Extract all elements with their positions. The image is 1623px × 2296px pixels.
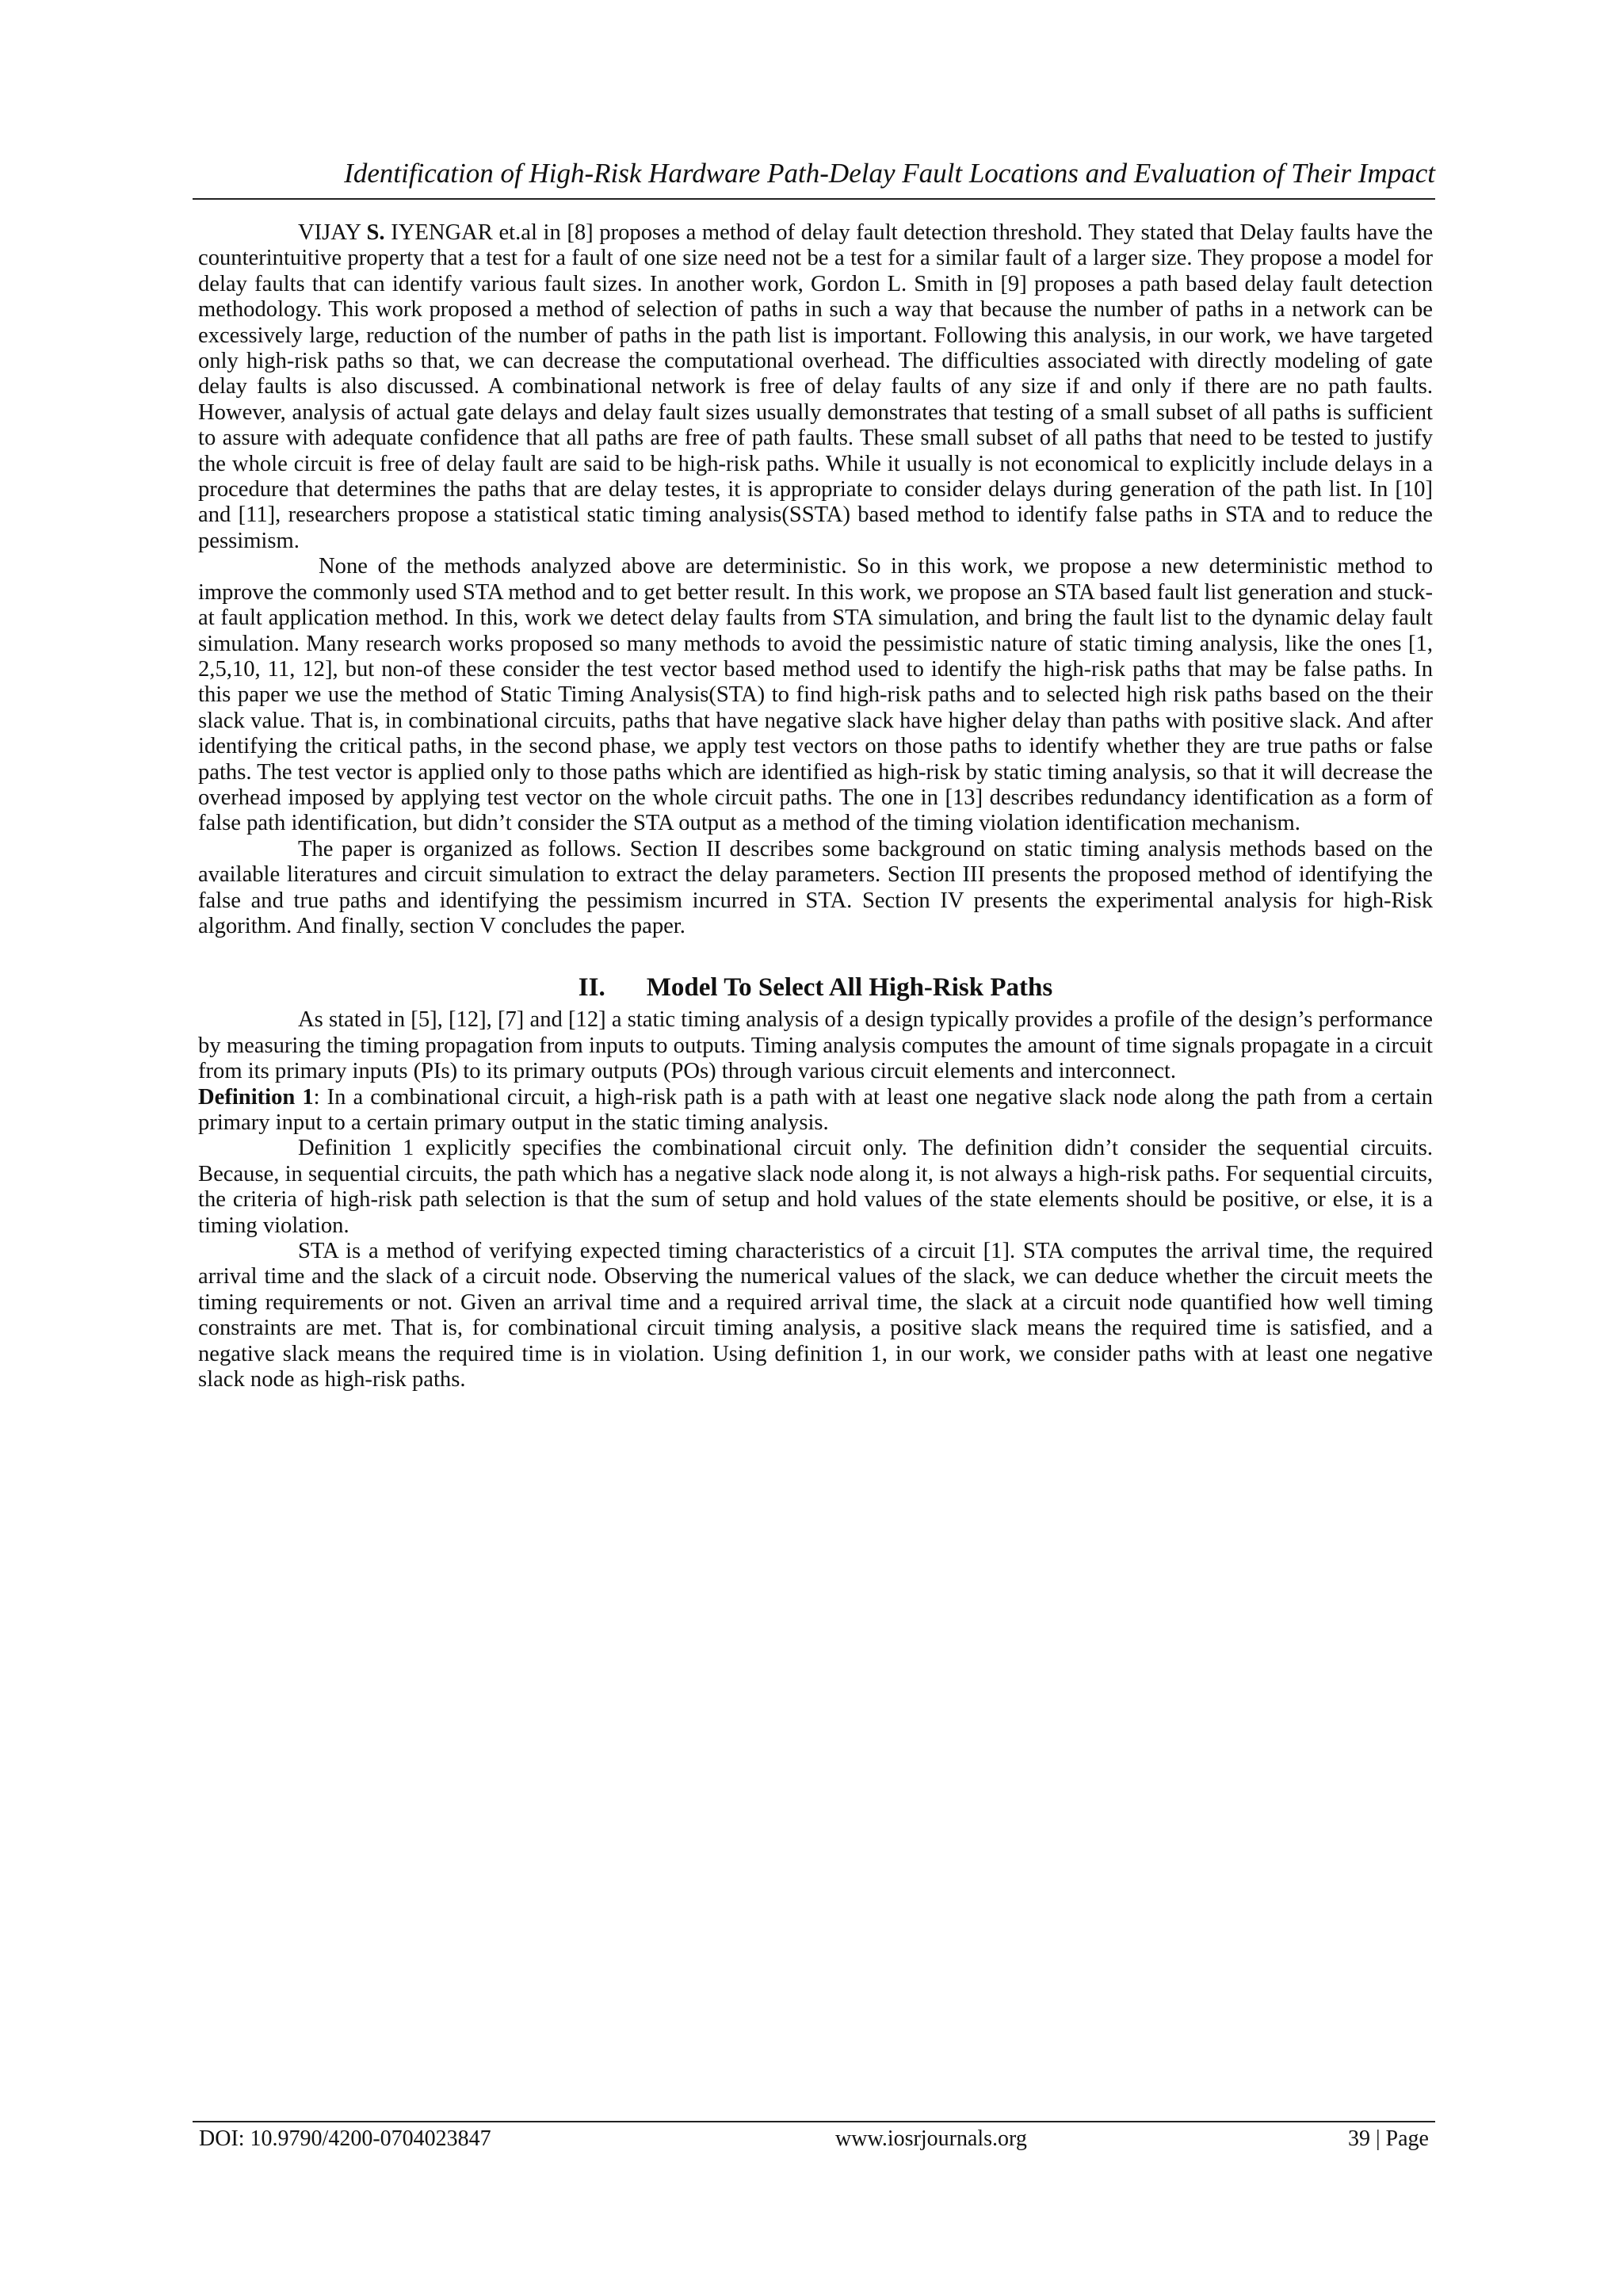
footer-page-number: 39 | Page [1347, 2126, 1429, 2151]
paragraph-sta-profile: As stated in [5], [12], [7] and [12] a static timing analysis of a design typically provides a profile of the design’s performance by measuring the timing propagation from inputs to outputs. Timing analysis computes the amount of time signals propagate in a circuit from its primary inputs (PIs) to its primary outputs (POs) through various circuit elements and interconnect. [198, 1007, 1433, 1084]
section-number: II. [578, 973, 605, 1003]
body-text [198, 220, 1433, 1392]
footer-doi: DOI: 10.9790/4200-0704023847 [199, 2126, 491, 2151]
definition-1 [198, 1085, 1433, 1137]
paragraph-definition-scope: Definition 1 explicitly specifies the combinational circuit only. The definition didn’t consider the sequential circuits. Because, in sequential circuits, the path which has a negative slack node along it, is not always a high-risk paths. For sequential circuits, the criteria of high-risk path selection is that the sum of setup and hold values of the state elements should be positive, or else, it is a timing violation. [198, 1136, 1433, 1238]
paragraph-organization: The paper is organized as follows. Section II describes some background on static timing analysis methods based on the available literatures and circuit simulation to extract the delay parameters. Section III presents the proposed method of identifying the false and true paths and identifying the pessimism incurred in STA. Section IV presents the experimental analysis for high-Risk algorithm. And finally, section V concludes the paper. [198, 836, 1433, 938]
definition-label: Definition 1 [198, 1084, 314, 1110]
header-title: Identification of High-Risk Hardware Path-Delay Fault Locations and Evaluation of Their Impact [344, 158, 1435, 189]
definition-text: : In a combinational circuit, a high-risk path is a path with at least one negative slack node along the path from a certain primary input to a certain primary output in the static timing analysis. [198, 1084, 1433, 1135]
footer-website: www.iosrjournals.org [835, 2126, 1027, 2151]
author-initial: S. [366, 220, 385, 245]
page-footer [193, 2121, 1435, 2154]
paragraph-text: IYENGAR et.al in [8] proposes a method of delay fault detection threshold. They stated that Delay faults have the counterintuitive property that a test for a fault of one size need not be a test for a similar fault of a larger size. They propose a model for delay faults that can identify various fault sizes. In another work, Gordon L. Smith in [9] proposes a path based delay fault detection methodology. This work proposed a method of selection of paths in such a way that because the number of paths in a network can be excessively large, reduction of the number of paths in the path list is important. Following this analysis, in our work, we have targeted only high-risk paths so that, we can decrease the computational overhead. The difficulties associated with directly modeling of gate delay faults is also discussed. A combinational network is free of delay faults of any size if and only if there are no path faults. However, analysis of actual gate delays and delay fault sizes usually demonstrates that testing of a small subset of all paths is sufficient to assure with adequate confidence that all paths are free of path faults. These small subset of all paths that need to be tested to justify the whole circuit is free of delay fault are said to be high-risk paths. While it usually is not economical to explicitly include delays in a procedure that determines the paths that are delay testes, it is appropriate to consider delays during generation of the path list. In [10] and [11], researchers propose a statistical static timing analysis(SSTA) based method to identify false paths in STA and to reduce the pessimism. [198, 220, 1434, 553]
paragraph-proposed-method: None of the methods analyzed above are deterministic. So in this work, we propose a new deterministic method to improve the commonly used STA method and to get better result. In this work, we propose an STA based fault list generation and stuck-at fault application method. In this, work we detect delay faults from STA simulation, and bring the fault list to the dynamic delay fault simulation. Many research works proposed so many methods to avoid the pessimistic nature of static timing analysis, like the ones [1, 2,5,10, 11, 12], but non-of these consider the test vector based method used to identify the high-risk paths that may be false paths. In this paper we use the method of Static Timing Analysis(STA) to find high-risk paths and to selected high risk paths based on the their slack value. That is, in combinational circuits, paths that have negative slack have higher delay than paths with positive slack. And after identifying the critical paths, in the second phase, we apply test vectors on those paths to identify whether they are true paths or false paths. The test vector is applied only to those paths which are identified as high-risk by static timing analysis, so that it will decrease the overhead imposed by applying test vector on the whole circuit paths. The one in [13] describes redundancy identification as a form of false path identification, but didn’t consider the STA output as a method of the timing violation identification mechanism. [198, 554, 1433, 836]
section-heading [198, 972, 1433, 1003]
paragraph-text: VIJAY [298, 220, 367, 245]
section-title: Model To Select All High-Risk Paths [646, 973, 1053, 1003]
paragraph-iyengar [198, 220, 1433, 554]
running-header [193, 155, 1435, 200]
paragraph-sta-method: STA is a method of verifying expected timing characteristics of a circuit [1]. STA computes the arrival time, the required arrival time and the slack of a circuit node. Observing the numerical values of the slack, we can deduce whether the circuit meets the timing requirements or not. Given an arrival time and a required arrival time, the slack at a circuit node quantified how well timing constraints are met. That is, for combinational circuit timing analysis, a positive slack means the required time is satisfied, and a negative slack means the required time is in violation. Using definition 1, in our work, we consider paths with at least one negative slack node as high-risk paths. [198, 1239, 1433, 1392]
